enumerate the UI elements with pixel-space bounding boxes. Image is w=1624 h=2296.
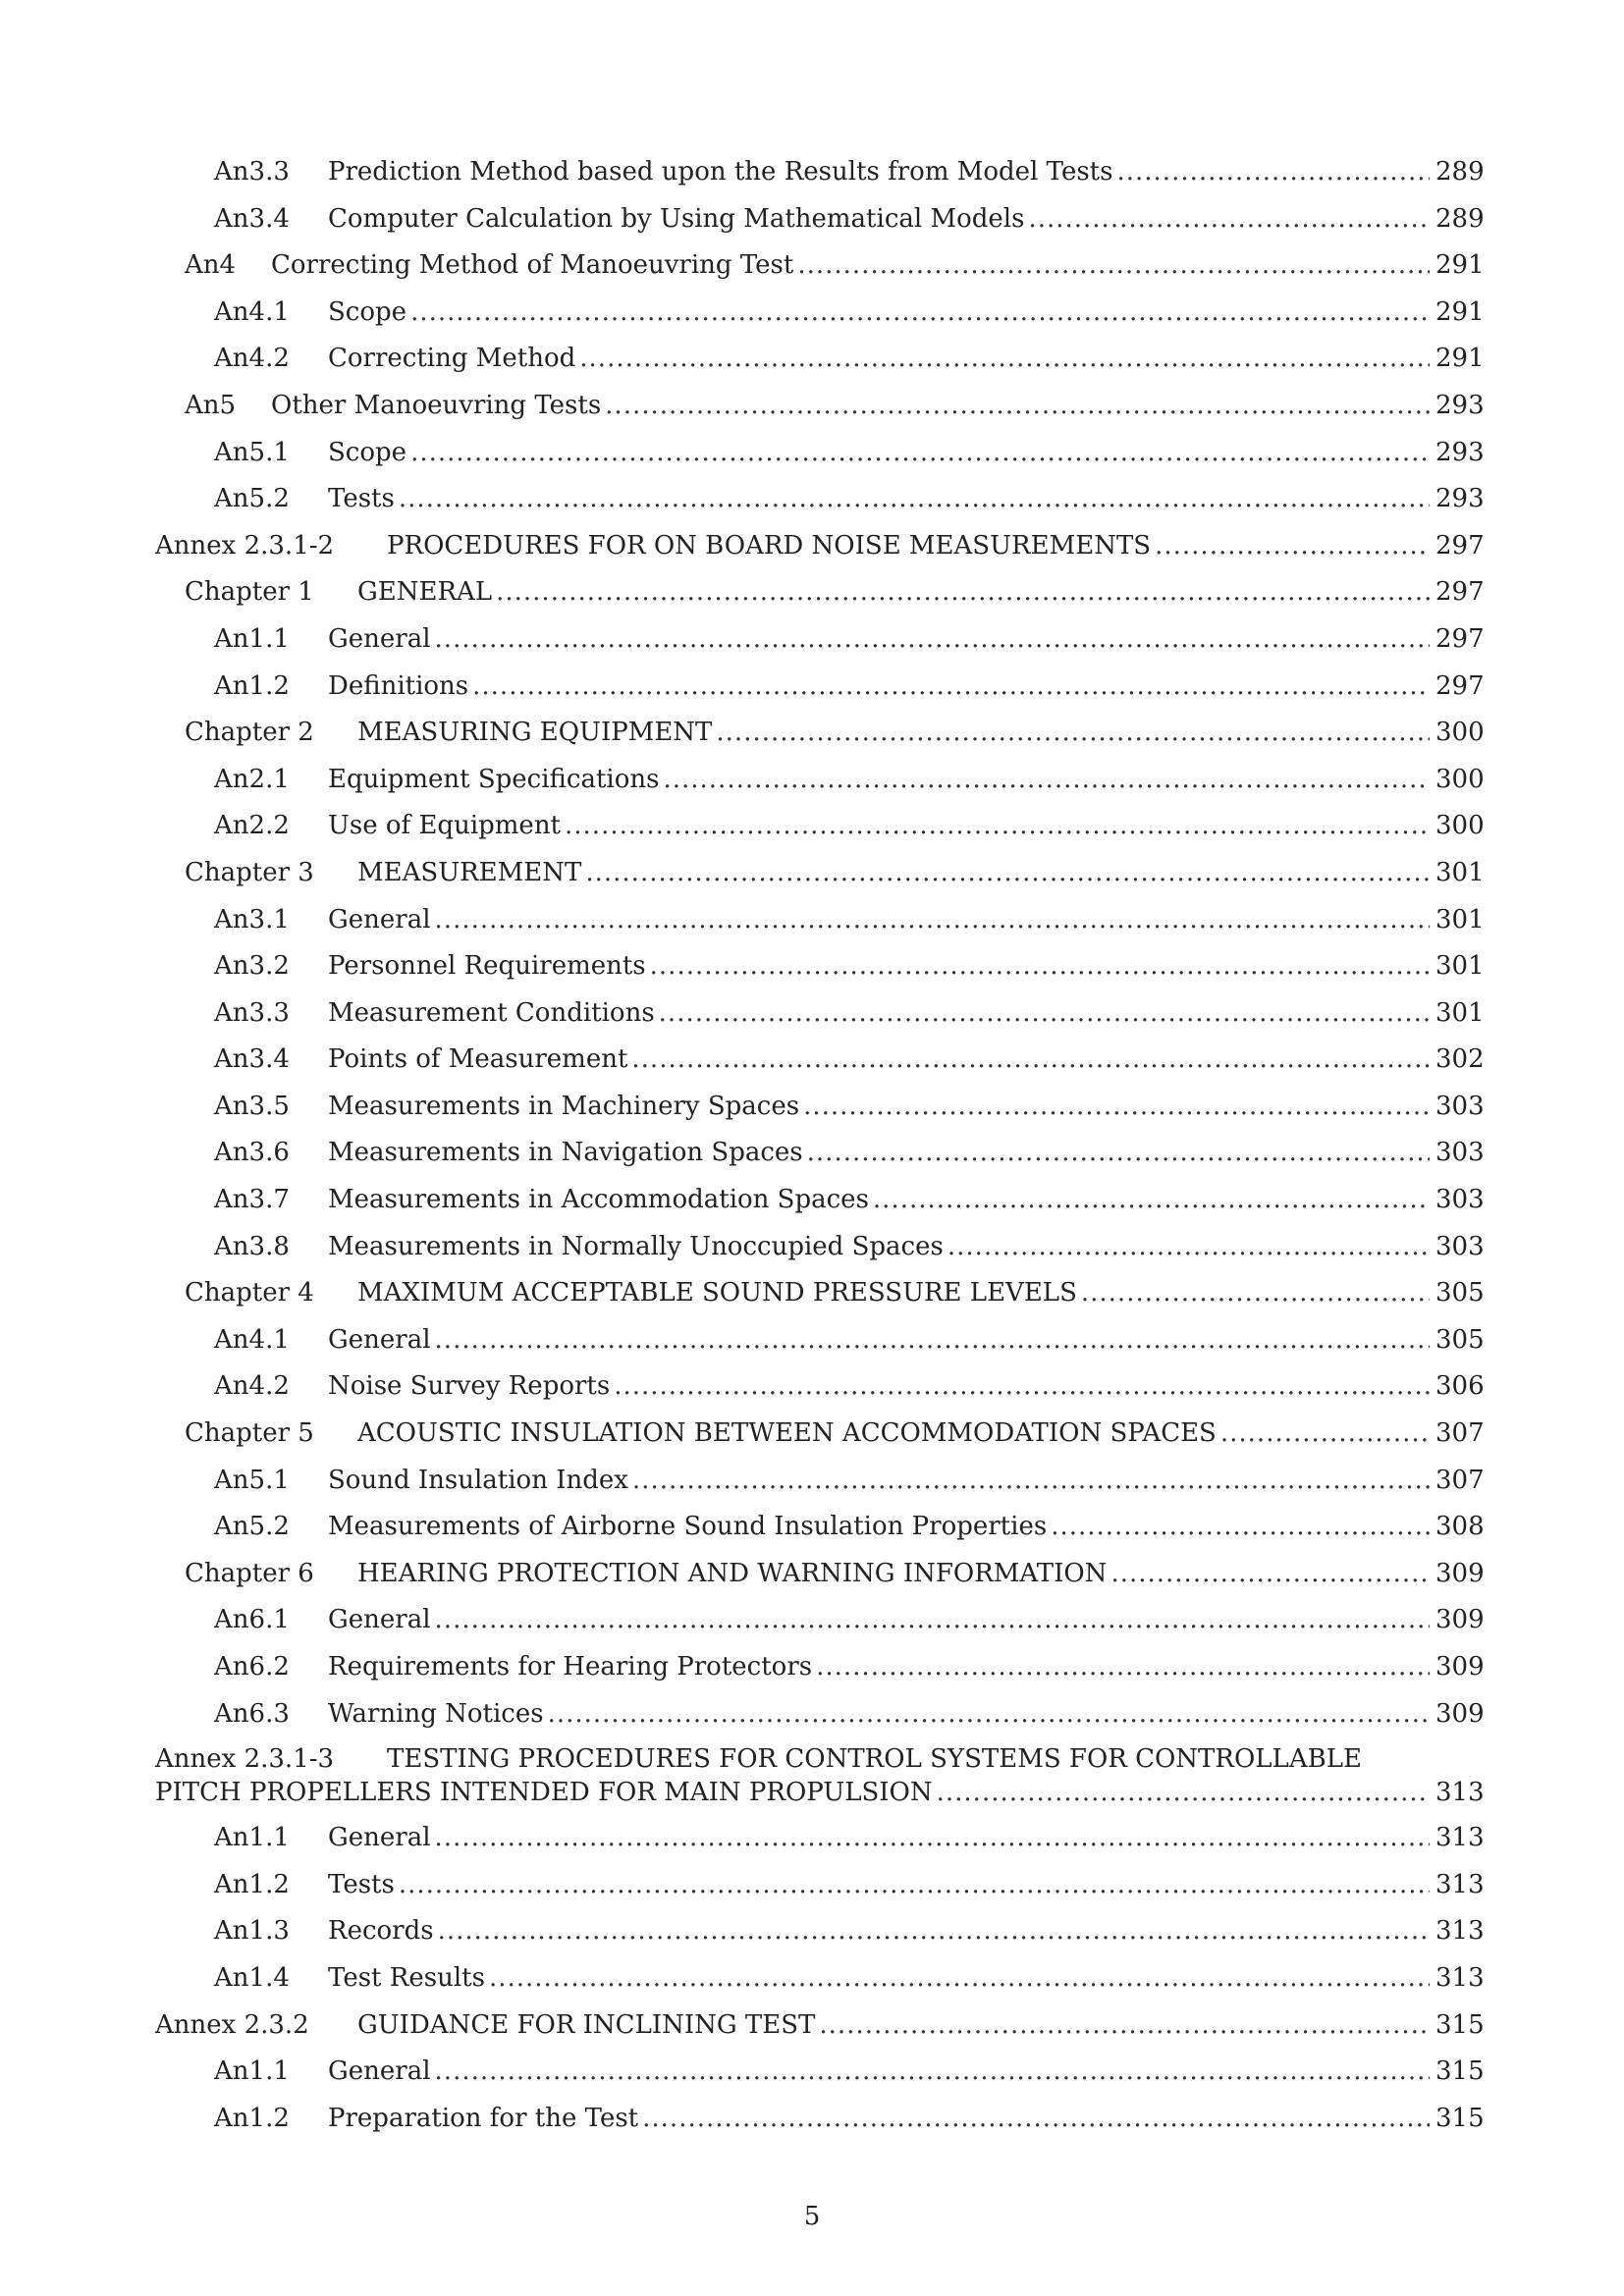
toc-entry-title-continued: PITCH PROPELLERS INTENDED FOR MAIN PROPULSION bbox=[155, 1778, 933, 1808]
toc-entry-page: 297 bbox=[1435, 623, 1485, 654]
toc-entry-title: General bbox=[328, 623, 431, 654]
dot-leader bbox=[410, 435, 1430, 470]
toc-entry-number: Annex 2.3.1-3 bbox=[155, 1744, 335, 1775]
dot-leader bbox=[472, 668, 1430, 704]
toc-entry[interactable] bbox=[155, 247, 1485, 294]
toc-entry-number: An3.6 bbox=[214, 1138, 290, 1168]
toc-entry-number: An1.2 bbox=[214, 2103, 290, 2133]
dot-leader bbox=[435, 902, 1430, 937]
toc-entry-title: Tests bbox=[328, 1869, 395, 1899]
toc-entry-title: Noise Survey Reports bbox=[328, 1371, 611, 1402]
toc-entry-page: 315 bbox=[1435, 2103, 1485, 2133]
toc-entry-page: 293 bbox=[1435, 390, 1485, 420]
toc-entry-page: 301 bbox=[1435, 904, 1485, 934]
toc-entry-number: An3.5 bbox=[214, 1091, 290, 1121]
dot-leader bbox=[579, 341, 1430, 376]
dot-leader bbox=[816, 1649, 1430, 1684]
toc-entry-page: 305 bbox=[1435, 1324, 1485, 1355]
toc-entry-title: Correcting Method bbox=[328, 344, 576, 374]
toc-entry-title: General bbox=[328, 2056, 431, 2087]
toc-entry-number: An3.8 bbox=[214, 1231, 290, 1261]
toc-entry-page: 301 bbox=[1435, 857, 1485, 887]
toc-entry-page: 297 bbox=[1435, 670, 1485, 701]
dot-leader bbox=[797, 247, 1430, 283]
toc-entry[interactable] bbox=[155, 388, 1485, 435]
dot-leader bbox=[435, 1322, 1430, 1358]
toc-entry-number: An1.1 bbox=[214, 2056, 290, 2087]
dot-leader bbox=[642, 2101, 1430, 2136]
toc-entry-title: Scope bbox=[328, 296, 407, 327]
toc-entry-number: Chapter 5 bbox=[185, 1418, 314, 1449]
toc-entry-number: An3.3 bbox=[214, 997, 290, 1028]
toc-entry-page: 306 bbox=[1435, 1371, 1485, 1402]
toc-entry-number: An3.7 bbox=[214, 1185, 290, 1215]
dot-leader bbox=[1028, 201, 1430, 237]
toc-entry[interactable] bbox=[155, 574, 1485, 621]
dot-leader bbox=[435, 1602, 1430, 1637]
toc-entry[interactable] bbox=[155, 715, 1485, 762]
toc-entry-page: 297 bbox=[1435, 577, 1485, 608]
toc-entry-page: 301 bbox=[1435, 997, 1485, 1028]
toc-entry-page: 303 bbox=[1435, 1231, 1485, 1261]
toc-entry-page: 301 bbox=[1435, 951, 1485, 982]
toc-entry-title: Points of Measurement bbox=[328, 1044, 628, 1075]
toc-entry-title: Measurements in Normally Unoccupied Spaces bbox=[328, 1231, 944, 1261]
toc-entry[interactable] bbox=[155, 855, 1485, 902]
dot-leader bbox=[716, 715, 1430, 750]
toc-entry[interactable] bbox=[155, 435, 1485, 482]
toc-entry[interactable] bbox=[155, 1322, 1485, 1369]
toc-entry-number: An3.1 bbox=[214, 904, 290, 934]
toc-entry[interactable] bbox=[155, 1602, 1485, 1649]
toc-entry-number: Chapter 4 bbox=[185, 1278, 314, 1308]
toc-entry-title: GENERAL bbox=[357, 577, 493, 608]
toc-entry-title: Measurements of Airborne Sound Insulation Properties bbox=[328, 1512, 1048, 1542]
toc-entry-page: 313 bbox=[1435, 1778, 1485, 1808]
toc-entry-page: 303 bbox=[1435, 1185, 1485, 1215]
toc-entry[interactable] bbox=[155, 1463, 1485, 1510]
toc-entry[interactable] bbox=[155, 1368, 1485, 1415]
toc-entry-title: Records bbox=[328, 1916, 434, 1947]
toc-entry[interactable] bbox=[155, 1275, 1485, 1322]
dot-leader bbox=[873, 1182, 1430, 1217]
toc-entry-title: GUIDANCE FOR INCLINING TEST bbox=[357, 2009, 816, 2040]
toc-entry-number: An5.2 bbox=[214, 1512, 290, 1542]
dot-leader bbox=[399, 1867, 1430, 1902]
dot-leader bbox=[659, 995, 1430, 1031]
dot-leader bbox=[410, 294, 1430, 330]
toc-entry-title: Measurements in Navigation Spaces bbox=[328, 1138, 803, 1168]
toc-entry-number: An3.4 bbox=[214, 203, 290, 234]
toc-entry-title: Warning Notices bbox=[328, 1698, 544, 1729]
toc-entry[interactable] bbox=[155, 902, 1485, 949]
toc-entry-page: 303 bbox=[1435, 1138, 1485, 1168]
toc-entry-page: 315 bbox=[1435, 2009, 1485, 2040]
dot-leader bbox=[1220, 1415, 1430, 1451]
dot-leader bbox=[489, 1960, 1430, 1996]
toc-entry-title: Tests bbox=[328, 484, 395, 514]
toc-entry[interactable] bbox=[155, 2101, 1485, 2148]
toc-entry-title: Requirements for Hearing Protectors bbox=[328, 1652, 813, 1682]
toc-entry-title: Scope bbox=[328, 437, 407, 467]
dot-leader bbox=[631, 1041, 1430, 1077]
toc-entry[interactable] bbox=[155, 481, 1485, 528]
toc-entry[interactable] bbox=[155, 1089, 1485, 1136]
toc-entry-number: An6.1 bbox=[214, 1605, 290, 1635]
toc-entry-page: 307 bbox=[1435, 1465, 1485, 1495]
toc-entry-page: 293 bbox=[1435, 437, 1485, 467]
toc-entry[interactable] bbox=[155, 341, 1485, 388]
dot-leader bbox=[438, 1913, 1430, 1949]
dot-leader bbox=[399, 481, 1430, 516]
toc-entry-page: 305 bbox=[1435, 1278, 1485, 1308]
toc-entry-page: 309 bbox=[1435, 1652, 1485, 1682]
toc-entry-number: An5 bbox=[185, 390, 237, 420]
toc-entry[interactable] bbox=[155, 1556, 1485, 1603]
toc-entry[interactable] bbox=[155, 294, 1485, 342]
toc-entry-number: An5.1 bbox=[214, 1465, 290, 1495]
toc-entry-number: An4.2 bbox=[214, 344, 290, 374]
toc-entry-title: Use of Equipment bbox=[328, 811, 562, 841]
dot-leader bbox=[605, 388, 1430, 423]
toc-entry-number: An3.4 bbox=[214, 1044, 290, 1075]
toc-entry[interactable] bbox=[155, 2007, 1485, 2055]
toc-entry-number: Annex 2.3.2 bbox=[155, 2009, 309, 2040]
dot-leader bbox=[803, 1089, 1430, 1124]
toc-entry[interactable] bbox=[155, 1867, 1485, 1914]
toc-entry-page: 313 bbox=[1435, 1916, 1485, 1947]
toc-entry-page: 309 bbox=[1435, 1698, 1485, 1729]
toc-entry-page: 289 bbox=[1435, 157, 1485, 187]
toc-entry-title: General bbox=[328, 1324, 431, 1355]
toc-entry-page: 293 bbox=[1435, 484, 1485, 514]
toc-entry-title: General bbox=[328, 904, 431, 934]
toc-entry-title: Sound Insulation Index bbox=[328, 1465, 628, 1495]
dot-leader bbox=[632, 1463, 1430, 1498]
toc-entry-number: An5.2 bbox=[214, 484, 290, 514]
toc-entry-number: An1.2 bbox=[214, 1869, 290, 1899]
toc-entry-title: MAXIMUM ACCEPTABLE SOUND PRESSURE LEVELS bbox=[357, 1278, 1077, 1308]
toc-entry-title: General bbox=[328, 1605, 431, 1635]
dot-leader bbox=[435, 621, 1430, 657]
toc-entry-number: An6.2 bbox=[214, 1652, 290, 1682]
toc-entry[interactable] bbox=[155, 1960, 1485, 2007]
toc-entry[interactable] bbox=[155, 1742, 1485, 1809]
toc-entry[interactable] bbox=[155, 808, 1485, 855]
toc-entry-number: An4.2 bbox=[214, 1371, 290, 1402]
toc-entry[interactable] bbox=[155, 668, 1485, 716]
toc-entry-number: An3.3 bbox=[214, 157, 290, 187]
toc-entry-page: 313 bbox=[1435, 1823, 1485, 1853]
toc-entry-number: Chapter 3 bbox=[185, 857, 314, 887]
toc-entry-title: Preparation for the Test bbox=[328, 2103, 639, 2133]
dot-leader bbox=[819, 2007, 1430, 2043]
toc-entry-title: Measurements in Machinery Spaces bbox=[328, 1091, 800, 1121]
dot-leader bbox=[1081, 1275, 1430, 1310]
toc-entry[interactable] bbox=[155, 154, 1485, 201]
toc-entry-page: 300 bbox=[1435, 764, 1485, 794]
page-number: 5 bbox=[803, 2202, 821, 2231]
toc-entry-title: Test Results bbox=[328, 1962, 485, 1993]
toc-entry-number: Annex 2.3.1-2 bbox=[155, 530, 335, 561]
toc-entry-title: Other Manoeuvring Tests bbox=[271, 390, 602, 420]
toc-entry-title: MEASUREMENT bbox=[357, 857, 582, 887]
toc-entry-number: An3.2 bbox=[214, 951, 290, 982]
toc-entry-page: 291 bbox=[1435, 344, 1485, 374]
dot-leader bbox=[947, 1229, 1430, 1264]
toc-entry-number: An4.1 bbox=[214, 1324, 290, 1355]
toc-entry-number: Chapter 1 bbox=[185, 577, 314, 608]
dot-leader bbox=[1155, 528, 1430, 563]
dot-leader bbox=[614, 1368, 1430, 1404]
toc-entry-title: Definitions bbox=[328, 670, 469, 701]
toc-entry-page: 291 bbox=[1435, 250, 1485, 281]
toc-entry-title: ACOUSTIC INSULATION BETWEEN ACCOMMODATION SPACES bbox=[357, 1418, 1217, 1449]
dot-leader bbox=[585, 855, 1430, 890]
toc-entry-page: 309 bbox=[1435, 1558, 1485, 1588]
toc-entry-title: TESTING PROCEDURES FOR CONTROL SYSTEMS FOR CONTROLLABLE bbox=[387, 1744, 1362, 1775]
toc-entry-page: 307 bbox=[1435, 1418, 1485, 1449]
toc-entry-number: An4 bbox=[185, 250, 237, 281]
toc-entry-page: 309 bbox=[1435, 1605, 1485, 1635]
toc-entry-page: 291 bbox=[1435, 296, 1485, 327]
dot-leader bbox=[496, 574, 1430, 610]
toc-entry-number: An1.2 bbox=[214, 670, 290, 701]
toc-entry-page: 315 bbox=[1435, 2056, 1485, 2087]
toc-entry[interactable] bbox=[155, 1182, 1485, 1229]
toc-entry[interactable] bbox=[155, 1041, 1485, 1089]
toc-entry[interactable] bbox=[155, 1913, 1485, 1960]
toc-entry[interactable] bbox=[155, 1415, 1485, 1463]
dot-leader bbox=[565, 808, 1430, 843]
toc-entry-title: Measurements in Accommodation Spaces bbox=[328, 1185, 869, 1215]
dot-leader bbox=[1051, 1509, 1430, 1544]
toc-entry-title: Equipment Specifications bbox=[328, 764, 660, 794]
toc-entry-number: An1.1 bbox=[214, 623, 290, 654]
toc-entry-number: Chapter 6 bbox=[185, 1558, 314, 1588]
toc-entry-number: An5.1 bbox=[214, 437, 290, 467]
toc-entry[interactable] bbox=[155, 1229, 1485, 1276]
toc-entry-page: 308 bbox=[1435, 1512, 1485, 1542]
toc-entry-number: An2.1 bbox=[214, 764, 290, 794]
toc-entry-page: 297 bbox=[1435, 530, 1485, 561]
toc-entry-title: Personnel Requirements bbox=[328, 951, 646, 982]
toc-entry[interactable] bbox=[155, 1135, 1485, 1182]
toc-entry-page: 300 bbox=[1435, 811, 1485, 841]
dot-leader bbox=[1116, 154, 1430, 189]
toc-entry-number: An2.2 bbox=[214, 811, 290, 841]
toc-entry[interactable] bbox=[155, 621, 1485, 668]
toc-entry-title: Correcting Method of Manoeuvring Test bbox=[271, 250, 794, 281]
toc-entry[interactable] bbox=[155, 995, 1485, 1042]
toc-entry-page: 313 bbox=[1435, 1962, 1485, 1993]
toc-entry-title: Measurement Conditions bbox=[328, 997, 655, 1028]
dot-leader bbox=[435, 2054, 1430, 2089]
toc-entry[interactable] bbox=[155, 1820, 1485, 1867]
toc-entry-page: 303 bbox=[1435, 1091, 1485, 1121]
dot-leader bbox=[937, 1776, 1430, 1809]
table-of-contents bbox=[155, 154, 1485, 2147]
toc-entry-page: 300 bbox=[1435, 718, 1485, 748]
toc-entry-title: Computer Calculation by Using Mathematical Models bbox=[328, 203, 1025, 234]
toc-entry-number: An1.3 bbox=[214, 1916, 290, 1947]
toc-entry[interactable] bbox=[155, 201, 1485, 248]
toc-entry[interactable] bbox=[155, 762, 1485, 809]
toc-entry-page: 289 bbox=[1435, 203, 1485, 234]
toc-entry-page: 313 bbox=[1435, 1869, 1485, 1899]
dot-leader bbox=[650, 948, 1430, 984]
dot-leader bbox=[435, 1820, 1430, 1855]
toc-entry[interactable] bbox=[155, 1696, 1485, 1743]
toc-entry-number: An4.1 bbox=[214, 296, 290, 327]
dot-leader bbox=[807, 1135, 1430, 1170]
toc-entry[interactable] bbox=[155, 1509, 1485, 1556]
dot-leader bbox=[548, 1696, 1430, 1732]
toc-entry-title: PROCEDURES FOR ON BOARD NOISE MEASUREMENTS bbox=[387, 530, 1152, 561]
toc-entry-number: An1.1 bbox=[214, 1823, 290, 1853]
toc-entry-title: MEASURING EQUIPMENT bbox=[357, 718, 713, 748]
dot-leader bbox=[1110, 1556, 1430, 1591]
toc-entry-number: An6.3 bbox=[214, 1698, 290, 1729]
toc-entry[interactable] bbox=[155, 2054, 1485, 2101]
toc-entry-number: An1.4 bbox=[214, 1962, 290, 1993]
toc-entry-title: General bbox=[328, 1823, 431, 1853]
toc-entry[interactable] bbox=[155, 1649, 1485, 1696]
toc-entry-title: Prediction Method based upon the Results from Model Tests bbox=[328, 157, 1113, 187]
toc-entry[interactable] bbox=[155, 528, 1485, 575]
toc-entry[interactable] bbox=[155, 948, 1485, 995]
dot-leader bbox=[663, 762, 1430, 797]
toc-entry-number: Chapter 2 bbox=[185, 718, 314, 748]
toc-entry-page: 302 bbox=[1435, 1044, 1485, 1075]
toc-entry-title: HEARING PROTECTION AND WARNING INFORMATION bbox=[357, 1558, 1108, 1588]
